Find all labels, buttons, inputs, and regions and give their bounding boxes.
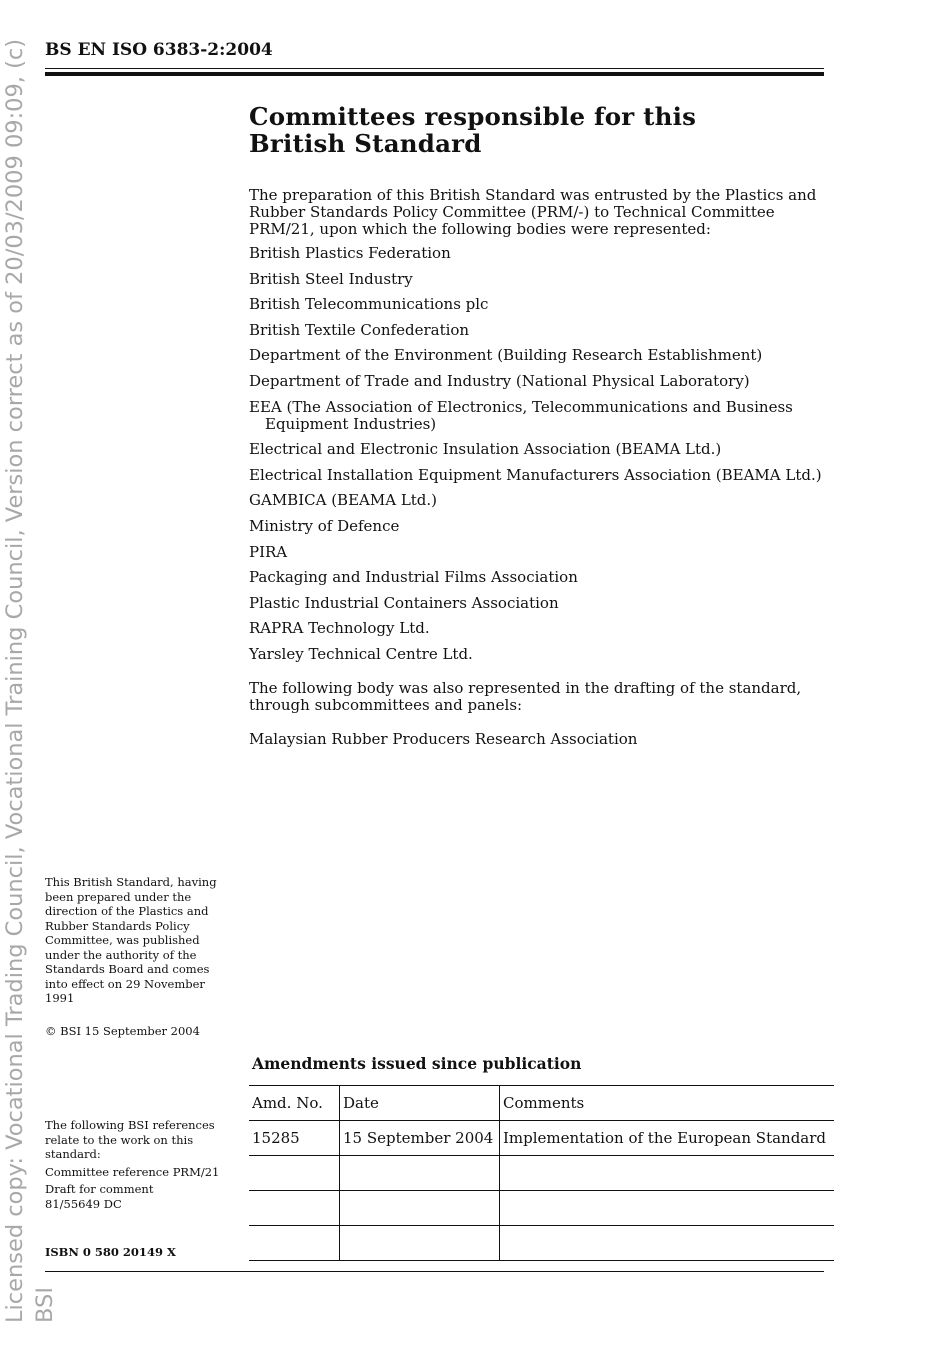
amendment-row <box>249 1156 834 1191</box>
represented-body: British Plastics Federation <box>249 244 451 262</box>
title-line-1: Committees responsible for this <box>249 102 697 131</box>
standard-code: BS EN ISO 6383-2:2004 <box>45 40 273 60</box>
amendments-header-row <box>249 1086 834 1121</box>
represented-body: Electrical and Electronic Insulation Association (BEAMA Ltd.) <box>249 440 722 459</box>
represented-body: Department of Trade and Industry (National Physical Laboratory) <box>249 371 750 390</box>
represented-body: Electrical Installation Equipment Manufacturers Association (BEAMA Ltd.) <box>249 465 822 484</box>
amendment-number <box>249 1226 340 1261</box>
amendment-date <box>340 1226 500 1261</box>
amendment-row <box>249 1226 834 1261</box>
committee-reference: Committee reference PRM/21 <box>45 1164 220 1179</box>
represented-body: Plastic Industrial Containers Association <box>249 593 559 612</box>
watermark-line-2: BSI <box>32 1287 58 1323</box>
watermark-line-1: Licensed copy: Vocational Trading Council, Vocational Training Council, Version correct as of 20/03/2009 09:09, (c) <box>2 38 28 1323</box>
bsi-references <box>45 1118 230 1211</box>
also-represented-body: Malaysian Rubber Producers Research Association <box>249 729 638 748</box>
represented-body: Department of the Environment (Building Research Establishment) <box>249 346 763 365</box>
represented-body: GAMBICA (BEAMA Ltd.) <box>249 491 438 510</box>
amendment-date <box>340 1156 500 1191</box>
amendments-title: Amendments issued since publication <box>252 1054 582 1073</box>
amendment-date <box>340 1191 500 1226</box>
header-rule-thick <box>45 72 824 76</box>
represented-bodies-list <box>249 245 834 663</box>
header-comments: Comments <box>500 1086 835 1121</box>
amendment-comment <box>500 1226 835 1261</box>
represented-body: Ministry of Defence <box>249 516 400 535</box>
amendment-comment: Implementation of the European Standard <box>500 1121 835 1156</box>
header-rule-thin <box>45 68 824 69</box>
title-line-2: British Standard <box>249 129 482 158</box>
footer-rule <box>45 1271 824 1272</box>
represented-body: Yarsley Technical Centre Ltd. <box>249 644 473 663</box>
amendment-date: 15 September 2004 <box>340 1121 500 1156</box>
amendment-comment <box>500 1156 835 1191</box>
publication-note: This British Standard, having been prepared under the direction of the Plastics and Rubber Standards Policy Committee, was published under the authority of the Standards Board and comes into effect on 29 November 1991 <box>45 875 217 1005</box>
represented-body: British Telecommunications plc <box>249 295 489 314</box>
amendment-row <box>249 1191 834 1226</box>
copyright-notice: © BSI 15 September 2004 <box>45 1024 200 1038</box>
draft-reference-label: Draft for comment <box>45 1182 154 1196</box>
isbn: ISBN 0 580 20149 X <box>45 1245 176 1259</box>
draft-reference-number: 81/55649 DC <box>45 1196 122 1211</box>
header-amd-no: Amd. No. <box>249 1086 340 1121</box>
amendment-number: 15285 <box>249 1121 340 1156</box>
main-column <box>249 103 834 748</box>
header-date: Date <box>340 1086 500 1121</box>
page-title <box>249 103 834 157</box>
intro-paragraph: The preparation of this British Standard was entrusted by the Plastics and Rubber Standards Policy Committee (PRM/-) to Technical Committee PRM/21, upon which the following bodies were represented: <box>249 186 817 238</box>
represented-body: British Steel Industry <box>249 269 413 288</box>
amendment-number <box>249 1156 340 1191</box>
represented-body: PIRA <box>249 542 288 561</box>
amendment-number <box>249 1191 340 1226</box>
amendment-comment <box>500 1191 835 1226</box>
represented-body: Packaging and Industrial Films Association <box>249 568 578 587</box>
represented-body: RAPRA Technology Ltd. <box>249 619 430 638</box>
amendments-table <box>249 1085 834 1261</box>
represented-body: British Textile Confederation <box>249 320 470 339</box>
amendment-row <box>249 1121 834 1156</box>
represented-body: EEA (The Association of Electronics, Telecommunications and Business Equipment Industries) <box>249 397 793 433</box>
also-represented-paragraph: The following body was also represented in the drafting of the standard, through subcommittees and panels: <box>249 678 802 714</box>
references-intro: The following BSI references relate to the work on this standard: <box>45 1118 215 1161</box>
